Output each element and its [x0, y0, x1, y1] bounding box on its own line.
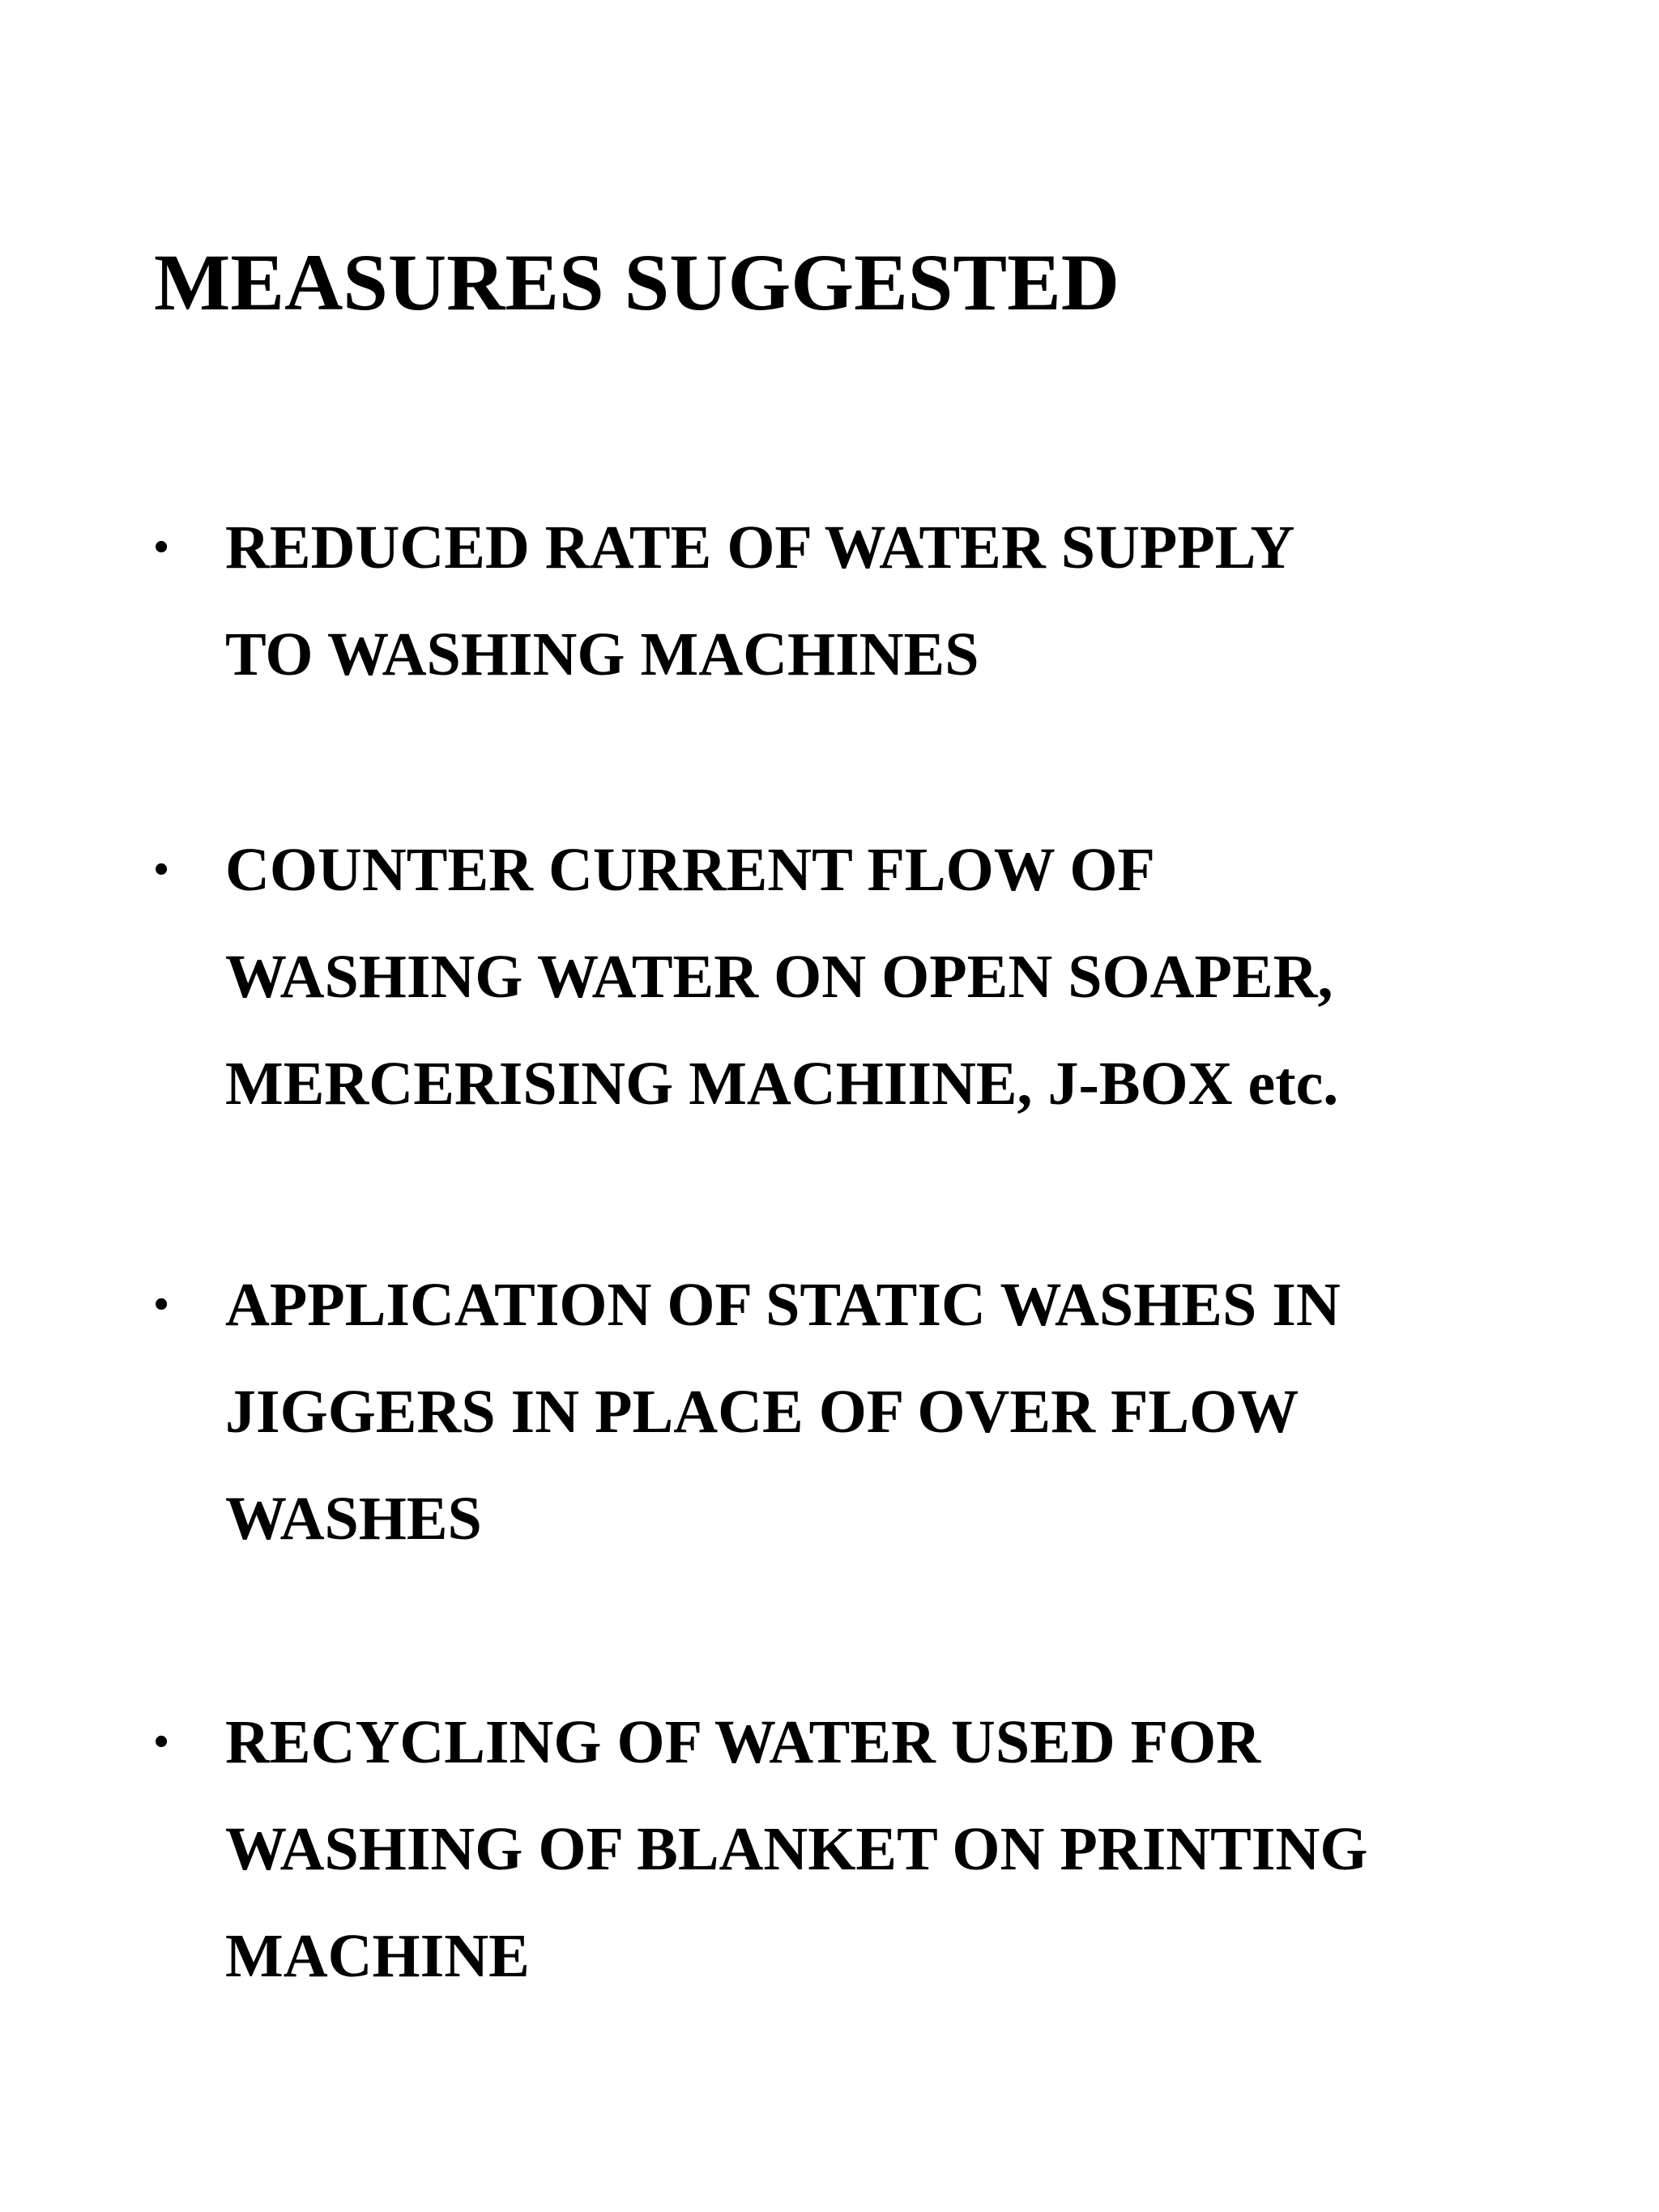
bullet-icon: • [154, 524, 169, 570]
list-item-line: MERCERISING MACHIINE, J-BOX etc. [225, 1050, 1339, 1118]
list-item-text [225, 1689, 1367, 2010]
list-item-line: WASHES [225, 1485, 482, 1553]
list-item-line: JIGGERS IN PLACE OF OVER FLOW [225, 1378, 1299, 1446]
list-item-text [225, 816, 1338, 1137]
list-item-line: WASHING WATER ON OPEN SOAPER, [225, 943, 1333, 1011]
list-item-line: REDUCED RATE OF WATER SUPPLY [225, 514, 1295, 582]
bullet-icon: • [154, 1719, 169, 1765]
list-item-text [225, 1251, 1341, 1572]
list-item-text [225, 494, 1294, 708]
list-item-line: APPLICATION OF STATIC WASHES IN [225, 1271, 1341, 1339]
page-title: MEASURES SUGGESTED [154, 237, 1120, 327]
list-item-line: MACHINE [225, 1922, 530, 1990]
list-item-line: RECYCLING OF WATER USED FOR [225, 1708, 1261, 1776]
bullet-icon: • [154, 846, 169, 893]
list-item-line: TO WASHING MACHINES [225, 620, 979, 688]
list-item-line: WASHING OF BLANKET ON PRINTING [225, 1815, 1368, 1883]
bullet-icon: • [154, 1281, 169, 1328]
list-item-line: COUNTER CURRENT FLOW OF [225, 836, 1155, 904]
